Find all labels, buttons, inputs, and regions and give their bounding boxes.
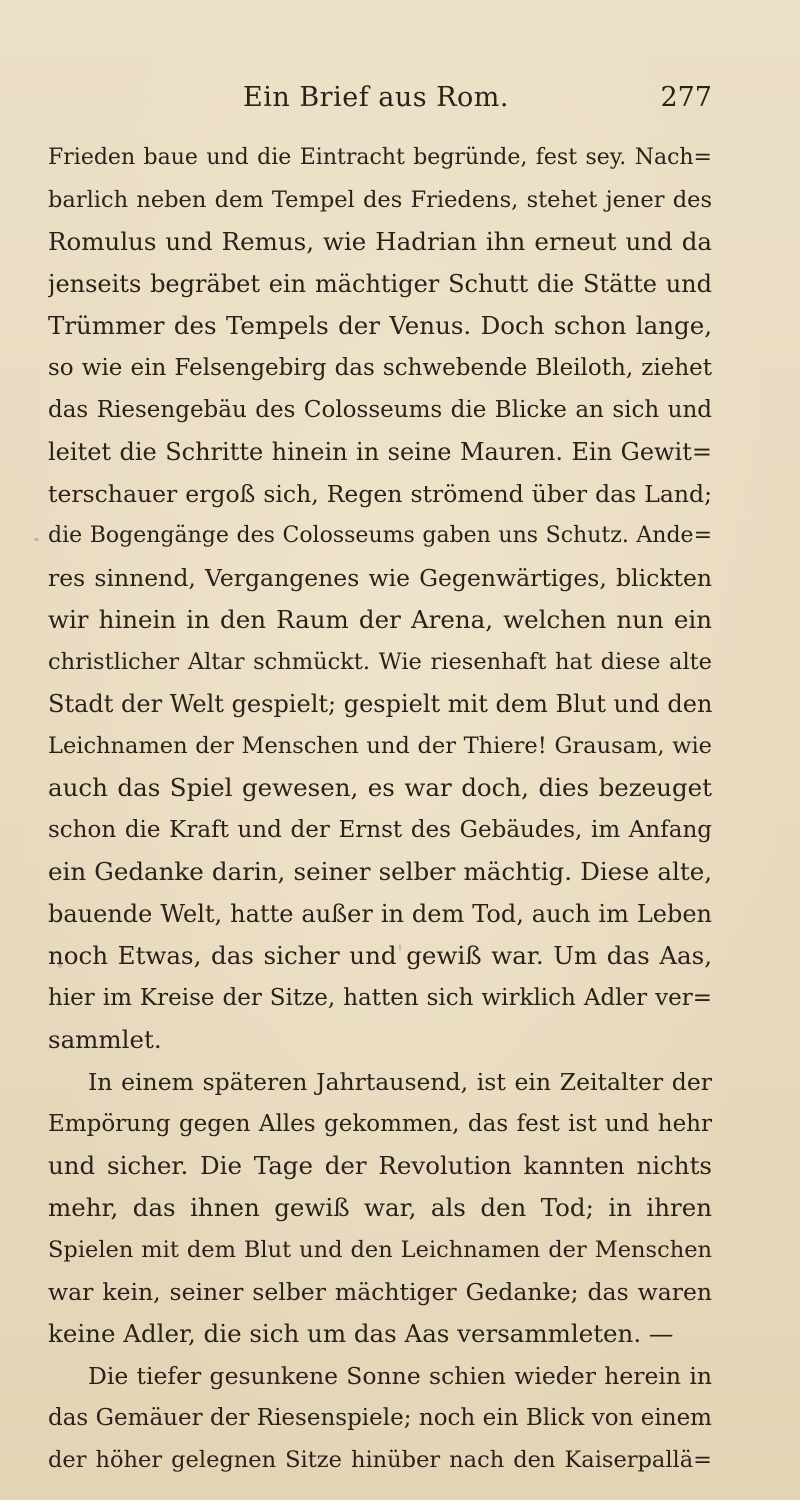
text-line: barlich neben dem Tempel des Friedens, stehet jener des bbox=[48, 187, 712, 213]
running-title: Ein Brief aus Rom. bbox=[243, 82, 509, 113]
text-line: terschauer ergoß sich, Regen strömend über das Land; bbox=[48, 480, 712, 508]
text-line: christlicher Altar schmückt. Wie riesenhaft hat diese alte bbox=[48, 649, 712, 675]
text-line: Frieden baue und die Eintracht begründe, fest sey. Nach= bbox=[48, 145, 712, 170]
text-line: Romulus und Remus, wie Hadrian ihn erneut und da bbox=[48, 227, 712, 256]
text-line: Trümmer des Tempels der Venus. Doch schon lange, bbox=[48, 311, 712, 340]
text-line: hier im Kreise der Sitze, hatten sich wirklich Adler ver= bbox=[48, 985, 712, 1011]
text-line: bauende Welt, hatte außer in dem Tod, auch im Leben bbox=[48, 900, 712, 928]
text-line: wir hinein in den Raum der Arena, welchen nun ein bbox=[48, 605, 712, 634]
paragraph-start-line: In einem späteren Jahrtausend, ist ein Zeitalter der bbox=[88, 1068, 712, 1096]
text-line: auch das Spiel gewesen, es war doch, dies bezeuget bbox=[48, 773, 712, 802]
text-line: leitet die Schritte hinein in seine Mauren. Ein Gewit= bbox=[48, 438, 712, 466]
page-header bbox=[40, 78, 712, 118]
text-line: schon die Kraft und der Ernst des Gebäudes, im Anfang bbox=[48, 817, 712, 843]
text-line: Empörung gegen Alles gekommen, das fest ist und hehr bbox=[48, 1111, 712, 1137]
text-line: mehr, das ihnen gewiß war, als den Tod; in ihren bbox=[48, 1193, 712, 1222]
paper-speck bbox=[58, 962, 62, 968]
text-line: Stadt der Welt gespielt; gespielt mit dem Blut und den bbox=[48, 690, 712, 718]
text-line: das Riesengebäu des Colosseums die Blicke an sich und bbox=[48, 397, 712, 423]
text-line: Leichnamen der Menschen und der Thiere! Grausam, wie bbox=[48, 733, 712, 759]
text-line: das Gemäuer der Riesenspiele; noch ein Blick von einem bbox=[48, 1405, 712, 1431]
text-line: der höher gelegnen Sitze hinüber nach den Kaiserpallä= bbox=[48, 1447, 712, 1473]
body-text bbox=[48, 137, 712, 1481]
text-line: die Bogengänge des Colosseums gaben uns Schutz. Ande= bbox=[48, 523, 712, 548]
paper-speck bbox=[34, 538, 39, 541]
text-line: und sicher. Die Tage der Revolution kannten nichts bbox=[48, 1151, 712, 1180]
text-line: res sinnend, Vergangenes wie Gegenwärtiges, blickten bbox=[48, 564, 712, 592]
paper-speck bbox=[399, 944, 401, 951]
text-line: war kein, seiner selber mächtiger Gedanke; das waren bbox=[48, 1278, 712, 1306]
paragraph-end-line: sammlet. bbox=[48, 1025, 162, 1054]
text-line: so wie ein Felsengebirg das schwebende Bleiloth, ziehet bbox=[48, 355, 712, 381]
paragraph-end-line: keine Adler, die sich um das Aas versammleten. — bbox=[48, 1319, 674, 1348]
page-number: 277 bbox=[660, 82, 712, 113]
text-line: jenseits begräbet ein mächtiger Schutt die Stätte und bbox=[48, 270, 712, 298]
text-line: noch Etwas, das sicher und gewiß war. Um das Aas, bbox=[48, 941, 712, 970]
text-line: Spielen mit dem Blut und den Leichnamen der Menschen bbox=[48, 1237, 712, 1263]
text-line: ein Gedanke darin, seiner selber mächtig. Diese alte, bbox=[48, 857, 712, 886]
paragraph-start-line: Die tiefer gesunkene Sonne schien wieder herein in bbox=[88, 1362, 712, 1390]
